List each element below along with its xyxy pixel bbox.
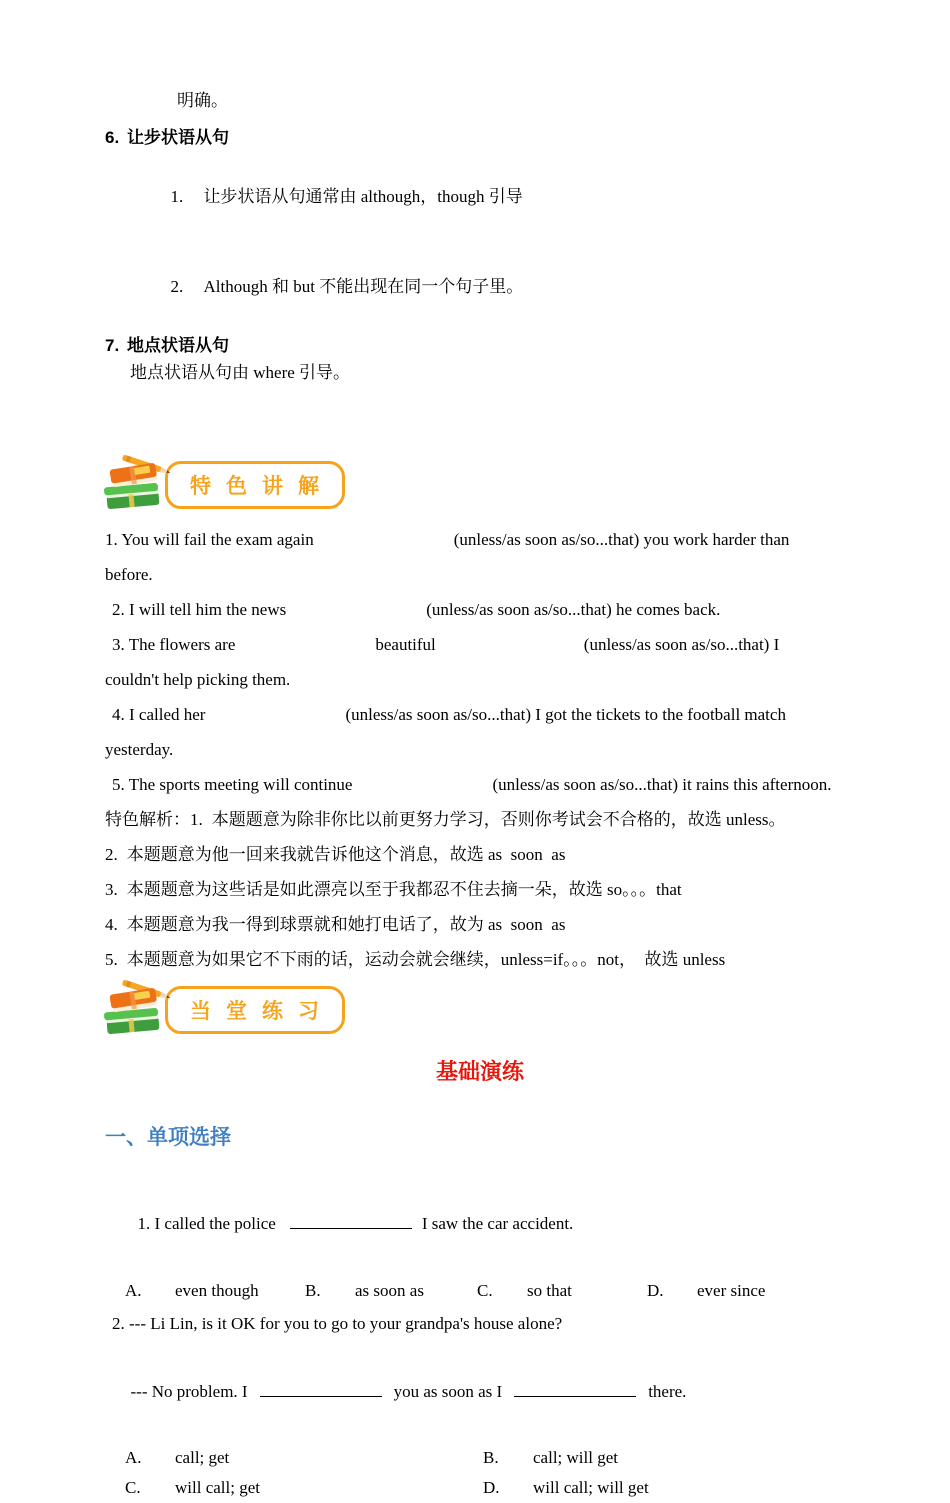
analysis-line-4: [105, 907, 855, 942]
option-letter: A.: [125, 1448, 142, 1467]
analysis-block: [105, 802, 855, 977]
cloze-line-1: [105, 522, 855, 557]
option-letter: B.: [305, 1281, 321, 1300]
q2-post: there.: [648, 1382, 687, 1401]
cloze-line-2: [105, 592, 855, 627]
option-c: [477, 1275, 647, 1307]
special-explain-badge: [105, 456, 855, 514]
cloze-line-4-cont: yesterday.: [105, 740, 174, 759]
section-6-heading: [105, 124, 855, 152]
item-text: 让步状语从句通常由 although，though 引导: [203, 187, 523, 206]
question-1-options: [105, 1275, 855, 1307]
cloze-pre: 1. You will fail the exam again: [105, 530, 314, 549]
options-row-2: [125, 1473, 855, 1503]
cloze-pre: 5. The sports meeting will continue: [112, 775, 353, 794]
analysis-line-5: [105, 942, 855, 977]
cloze-mid: beautiful: [375, 635, 436, 654]
q2-mid: you as soon as I: [393, 1382, 503, 1401]
option-text: as soon as: [355, 1281, 424, 1300]
question-2-options: [105, 1443, 855, 1503]
option-d: [483, 1473, 841, 1503]
option-b: [483, 1443, 841, 1473]
cloze-post: (unless/as soon as/so...that) you work harder than: [453, 530, 790, 549]
cloze-pre: 2. I will tell him the news: [112, 600, 287, 619]
option-letter: C.: [125, 1478, 141, 1497]
analysis-line-2: [105, 837, 855, 872]
analysis-number: 4.: [105, 915, 118, 934]
cloze-post: (unless/as soon as/so...that) I: [583, 635, 780, 654]
question-2-stem-line2: [105, 1341, 855, 1443]
analysis-text: 本题题意为他一回来我就告诉他这个消息，故选 as soon as: [126, 845, 566, 864]
class-practice-badge: [105, 981, 855, 1039]
option-letter: A.: [125, 1281, 142, 1300]
option-letter: D.: [483, 1478, 500, 1497]
analysis-number: 5.: [105, 950, 118, 969]
option-c: [125, 1473, 483, 1503]
item-number: 1.: [170, 187, 184, 206]
options-row-1: [125, 1443, 855, 1473]
option-a: [125, 1275, 305, 1307]
option-b: [305, 1275, 477, 1307]
option-text: even though: [175, 1281, 259, 1300]
section-6-title: 让步状语从句: [127, 128, 229, 147]
option-d: [647, 1275, 765, 1307]
drill-section-title: 基础演练: [435, 1059, 524, 1084]
analysis-number: 3.: [105, 880, 118, 899]
intro-line: 明确。: [177, 91, 228, 110]
item-text: Although 和 but 不能出现在同一个句子里。: [203, 277, 524, 296]
option-a: [125, 1443, 483, 1473]
option-text: call; get: [175, 1448, 230, 1467]
books-pencil-icon: [105, 456, 173, 514]
analysis-label: 特色解析：: [105, 810, 190, 829]
section-6-item-1: [145, 152, 855, 242]
option-text: will call; get: [175, 1478, 260, 1497]
section-7-number: 7.: [105, 336, 120, 355]
question-2-stem-line1: 2. --- Li Lin, is it OK for you to go to your grandpa's house alone?: [112, 1314, 563, 1333]
cloze-pre: 4. I called her: [112, 705, 206, 724]
option-letter: B.: [483, 1448, 499, 1467]
blank-line: [514, 1379, 636, 1397]
class-practice-label: 当堂练习: [165, 986, 345, 1034]
option-text: ever since: [697, 1281, 766, 1300]
q2-pre: --- No problem. I: [130, 1382, 248, 1401]
section-7-title: 地点状语从句: [127, 336, 229, 355]
blank-line: [290, 1211, 412, 1229]
analysis-text: 本题题意为我一得到球票就和她打电话了，故为 as soon as: [126, 915, 566, 934]
question-1-stem: [105, 1173, 855, 1275]
cloze-line-4: [105, 697, 855, 732]
analysis-number: 2.: [105, 845, 118, 864]
multiple-choice-title: 一、单项选择: [105, 1126, 231, 1149]
analysis-line-1: [105, 802, 855, 837]
cloze-line-1-cont: before.: [105, 565, 153, 584]
q1-stem-pre: 1. I called the police: [137, 1214, 276, 1233]
cloze-line-3: [105, 627, 855, 662]
cloze-line-3-cont: couldn't help picking them.: [105, 670, 291, 689]
cloze-post: (unless/as soon as/so...that) it rains this afternoon.: [492, 775, 832, 794]
section-7-heading: [105, 332, 855, 360]
analysis-number: 1.: [190, 810, 203, 829]
cloze-exercises: [105, 522, 855, 802]
item-number: 2.: [170, 277, 184, 296]
analysis-text: 本题题意为除非你比以前更努力学习，否则你考试会不合格的，故选 unless。: [211, 810, 786, 829]
option-letter: D.: [647, 1281, 664, 1300]
blank-line: [260, 1379, 382, 1397]
section-6-item-2: [145, 242, 855, 332]
analysis-line-3: [105, 872, 855, 907]
option-text: call; will get: [533, 1448, 618, 1467]
q1-stem-post: I saw the car accident.: [421, 1214, 574, 1233]
books-pencil-icon: [105, 981, 173, 1039]
option-letter: C.: [477, 1281, 493, 1300]
option-text: so that: [527, 1281, 572, 1300]
section-6-number: 6.: [105, 128, 120, 147]
special-explain-label: 特色讲解: [165, 461, 345, 509]
option-text: will call; will get: [533, 1478, 649, 1497]
cloze-post: (unless/as soon as/so...that) I got the tickets to the football match: [345, 705, 786, 724]
cloze-post: (unless/as soon as/so...that) he comes back.: [426, 600, 721, 619]
cloze-line-5: [105, 767, 855, 802]
analysis-text: 本题题意为这些话是如此漂亮以至于我都忍不住去摘一朵，故选 so。。。that: [126, 880, 682, 899]
cloze-pre: 3. The flowers are: [112, 635, 236, 654]
section-7-body: 地点状语从句由 where 引导。: [130, 363, 351, 382]
analysis-text: 本题题意为如果它不下雨的话，运动会就会继续，unless=if。。。not， 故选 unless: [126, 950, 726, 969]
